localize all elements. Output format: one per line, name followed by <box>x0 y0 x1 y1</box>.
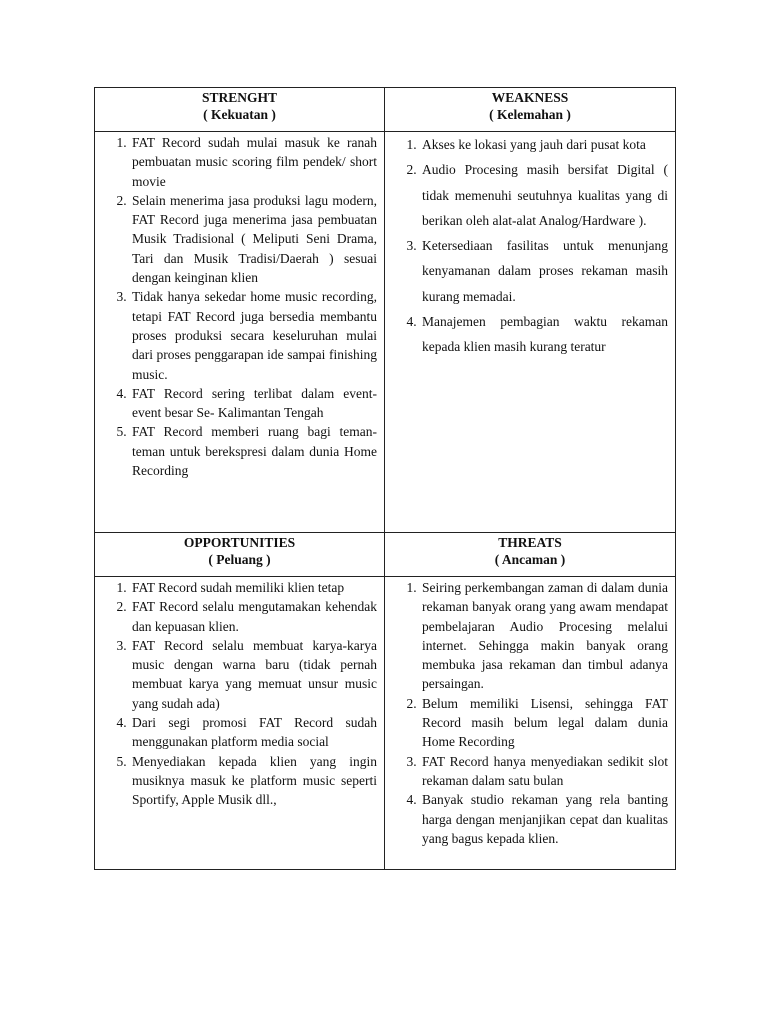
opportunities-item: 4. Dari segi promosi FAT Record sudah menggunakan platform media social <box>130 713 377 752</box>
strength-list <box>95 132 384 480</box>
threats-title: THREATS <box>498 535 562 550</box>
opportunities-item: 2. FAT Record selalu mengutamakan kehendak dan kepuasan klien. <box>130 597 377 636</box>
threats-cell <box>385 577 676 870</box>
weakness-item: 4. Manajemen pembagian waktu rekaman kepada klien masih kurang teratur <box>420 309 668 360</box>
opportunities-item: 3. FAT Record selalu membuat karya-karya music dengan warna baru (tidak pernah membuat karya yang memuat unsur music yang sudah ada) <box>130 636 377 713</box>
opportunities-subtitle: ( Peluang ) <box>208 552 271 567</box>
threats-item: 3. FAT Record hanya menyediakan sedikit slot rekaman dalam satu bulan <box>420 752 668 791</box>
strength-item: 2. Selain menerima jasa produksi lagu modern, FAT Record juga menerima jasa pembuatan Musik Tradisional ( Meliputi Seni Drama, Tari dan Musik Tradisi/Daerah ) sesuai dengan keinginan klien <box>130 191 377 287</box>
weakness-item: 1. Akses ke lokasi yang jauh dari pusat kota <box>420 132 668 157</box>
threats-list <box>385 577 675 848</box>
weakness-title: WEAKNESS <box>491 90 569 105</box>
swot-body-row-bottom <box>95 577 676 870</box>
weakness-list <box>385 132 675 360</box>
threats-item: 2. Belum memiliki Lisensi, sehingga FAT Record masih belum legal dalam dunia Home Recording <box>420 694 668 752</box>
opportunities-list <box>95 577 384 810</box>
strength-header <box>95 88 385 132</box>
weakness-item: 2. Audio Procesing masih bersifat Digital ( tidak memenuhi seutuhnya kualitas yang di berikan oleh alat-alat Analog/Hardware ). <box>420 157 668 233</box>
swot-body-row-top <box>95 132 676 533</box>
opportunities-item: 1. FAT Record sudah memiliki klien tetap <box>130 578 377 597</box>
strength-subtitle: ( Kekuatan ) <box>203 107 276 122</box>
opportunities-header <box>95 533 385 577</box>
threats-item: 1. Seiring perkembangan zaman di dalam dunia rekaman banyak orang yang awam mendapat pembelajaran Audio Procesing melalui internet. Sehingga makin banyak orang membuka jasa rekaman dan timbul adanya persaingan. <box>420 578 668 694</box>
threats-item: 4. Banyak studio rekaman yang rela banting harga dengan menjanjikan cepat dan kualitas yang bagus kepada klien. <box>420 790 668 848</box>
strength-item: 1. FAT Record sudah mulai masuk ke ranah pembuatan music scoring film pendek/ short movie <box>130 133 377 191</box>
strength-cell <box>95 132 385 533</box>
threats-subtitle: ( Ancaman ) <box>494 552 566 567</box>
weakness-header <box>385 88 676 132</box>
swot-header-row-top <box>95 88 676 132</box>
opportunities-cell <box>95 577 385 870</box>
opportunities-title: OPPORTUNITIES <box>183 535 296 550</box>
swot-header-row-bottom <box>95 533 676 577</box>
strength-item: 3. Tidak hanya sekedar home music recording, tetapi FAT Record juga bersedia membantu proses produksi secara keseluruhan mulai dari proses penggarapan ide sampai finishing music. <box>130 287 377 383</box>
opportunities-item: 5. Menyediakan kepada klien yang ingin musiknya masuk ke platform music seperti Sportify, Apple Musik dll., <box>130 752 377 810</box>
weakness-subtitle: ( Kelemahan ) <box>489 107 571 122</box>
strength-item: 4. FAT Record sering terlibat dalam event-event besar Se- Kalimantan Tengah <box>130 384 377 423</box>
threats-header <box>385 533 676 577</box>
strength-item: 5. FAT Record memberi ruang bagi teman-teman untuk berekspresi dalam dunia Home Recording <box>130 422 377 480</box>
weakness-item: 3. Ketersediaan fasilitas untuk menunjang kenyamanan dalam proses rekaman masih kurang memadai. <box>420 233 668 309</box>
strength-title: STRENGHT <box>201 90 278 105</box>
swot-table <box>94 87 676 870</box>
weakness-cell <box>385 132 676 533</box>
